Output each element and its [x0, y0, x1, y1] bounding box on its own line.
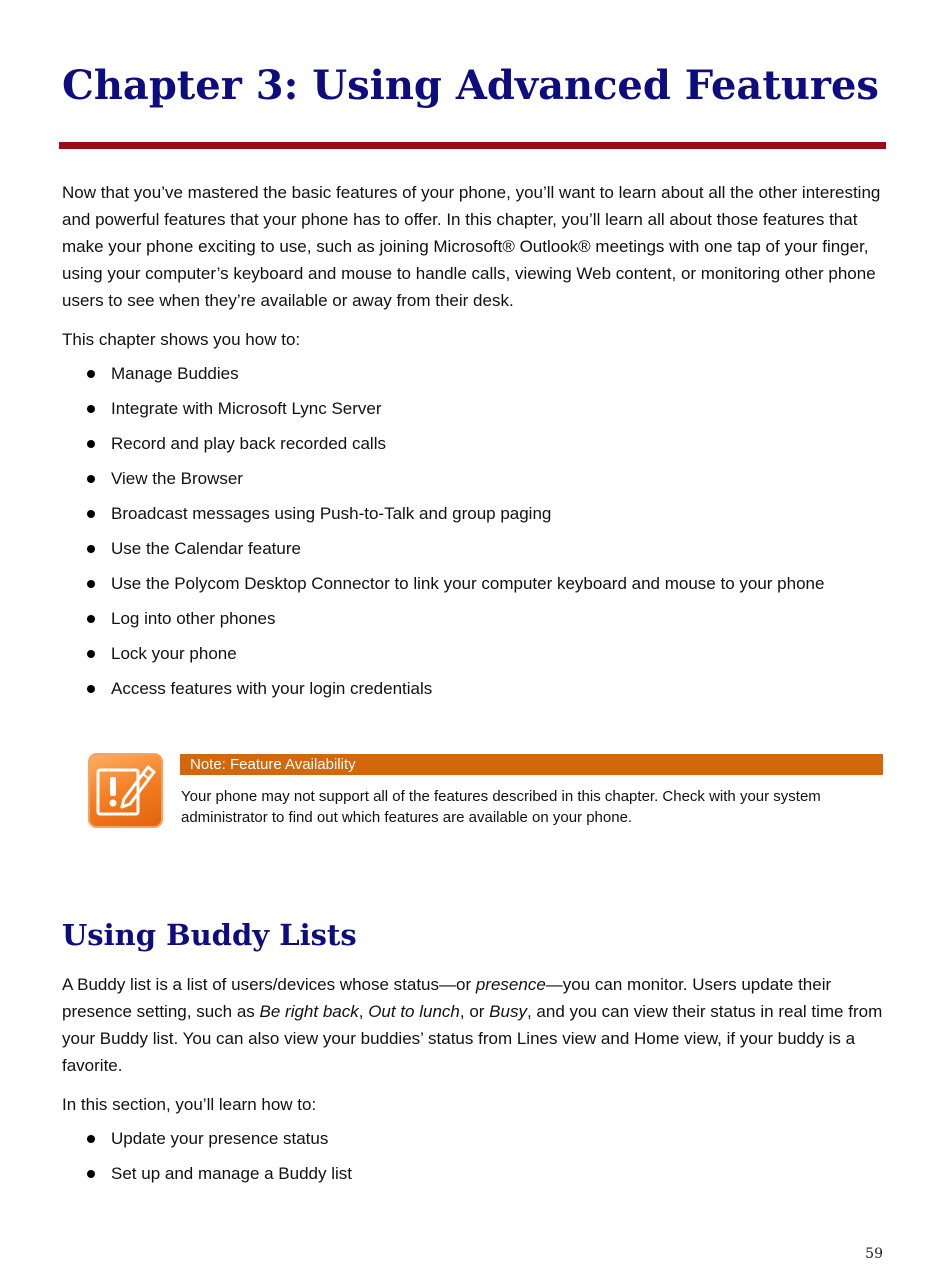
note-icon-graphic — [88, 753, 163, 828]
bullet-icon — [87, 440, 95, 448]
list-item — [62, 397, 824, 432]
paragraph-text: , and you can view their status in real time from your Buddy list. You can also view your buddies’ status from Lines view and Home view, if your buddy is a favorite. — [62, 1002, 883, 1075]
chapter-title: Chapter 3: Using Advanced Features — [62, 62, 879, 109]
title-rule — [59, 142, 886, 149]
intro-paragraph: Now that you’ve mastered the basic features of your phone, you’ll want to learn about all the other interesting and powerful features that your phone has to offer. In this chapter, you’ll learn all about those features that make your phone exciting to use, such as joining Microsoft® Outlook® meetings with one tap of your finger, using your computer’s keyboard and mouse to handle calls, viewing Web content, or monitoring other phone users to see when they’re available or away from their desk. — [62, 183, 881, 310]
section-lead-in: In this section, you’ll learn how to: — [62, 1095, 317, 1114]
list-item — [62, 607, 824, 642]
bullet-icon — [87, 405, 95, 413]
bullet-icon — [87, 650, 95, 658]
list-item-label: Record and play back recorded calls — [111, 434, 386, 453]
list-item-label: Set up and manage a Buddy list — [111, 1164, 352, 1183]
list-item — [62, 362, 824, 397]
note-pencil-exclamation-icon — [88, 753, 163, 828]
bullet-icon — [87, 475, 95, 483]
list-item-label: Use the Polycom Desktop Connector to link your computer keyboard and mouse to your phone — [111, 574, 825, 593]
list-item — [62, 642, 824, 677]
bullet-icon — [87, 580, 95, 588]
list-item-label: Integrate with Microsoft Lync Server — [111, 399, 382, 418]
page-number: 59 — [865, 1246, 883, 1262]
list-item — [62, 1127, 352, 1162]
bullet-icon — [87, 370, 95, 378]
list-item-label: Update your presence status — [111, 1129, 329, 1148]
emphasis-be-right-back: Be right back — [259, 1002, 359, 1021]
list-item — [62, 1162, 352, 1197]
paragraph-text: A Buddy list is a list of users/devices whose status—or — [62, 975, 476, 994]
bullet-icon — [87, 545, 95, 553]
list-item — [62, 502, 824, 537]
bullet-icon — [87, 1135, 95, 1143]
note-header: Note: Feature Availability — [180, 754, 883, 775]
section-list — [62, 1127, 352, 1197]
list-item — [62, 677, 824, 712]
emphasis-busy: Busy — [489, 1002, 527, 1021]
list-item-label: Manage Buddies — [111, 364, 239, 383]
list-item — [62, 467, 824, 502]
list-item-label: Use the Calendar feature — [111, 539, 301, 558]
list-item-label: Lock your phone — [111, 644, 237, 663]
list-item-label: View the Browser — [111, 469, 243, 488]
intro-lead-in: This chapter shows you how to: — [62, 330, 301, 349]
list-item — [62, 537, 824, 572]
emphasis-out-to-lunch: Out to lunch — [368, 1002, 460, 1021]
section-paragraph — [62, 971, 888, 1079]
section-title: Using Buddy Lists — [62, 918, 357, 952]
bullet-icon — [87, 510, 95, 518]
note-body: Your phone may not support all of the features described in this chapter. Check with your system administrator to find out which features are available on your phone. — [181, 788, 821, 826]
bullet-icon — [87, 615, 95, 623]
list-item-label: Access features with your login credentials — [111, 679, 433, 698]
list-item-label: Log into other phones — [111, 609, 276, 628]
paragraph-text: , or — [459, 1002, 490, 1021]
list-item — [62, 572, 824, 607]
list-item-label: Broadcast messages using Push-to-Talk and group paging — [111, 504, 552, 523]
emphasis-presence: presence — [475, 975, 546, 994]
paragraph-text: , — [358, 1002, 369, 1021]
bullet-icon — [87, 685, 95, 693]
feature-list — [62, 362, 824, 712]
bullet-icon — [87, 1170, 95, 1178]
list-item — [62, 432, 824, 467]
paragraph-text: —you can monitor. Users update their presence setting, such as — [62, 975, 832, 1021]
